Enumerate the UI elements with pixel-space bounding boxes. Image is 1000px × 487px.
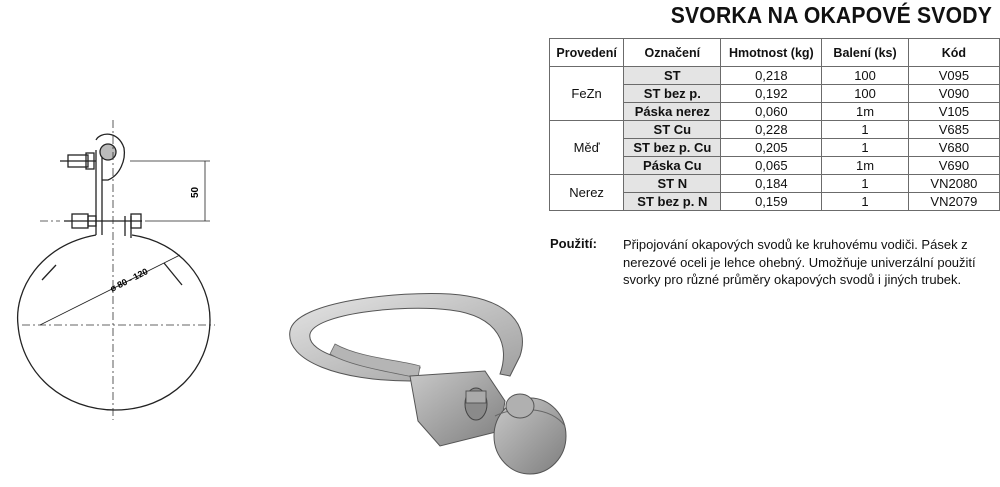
spec-table xyxy=(549,38,1000,211)
weight-cell: 0,159 xyxy=(721,193,822,211)
table-row xyxy=(550,175,1000,193)
code-cell: ST bez p. xyxy=(624,85,721,103)
kod-cell: VN2080 xyxy=(908,175,999,193)
code-cell: ST bez p. N xyxy=(624,193,721,211)
pack-cell: 1 xyxy=(822,139,909,157)
dim-diameter-label: ø 80 - 120 xyxy=(108,266,150,294)
code-cell: ST bez p. Cu xyxy=(624,139,721,157)
usage-label: Použití: xyxy=(550,236,597,251)
group-cell: FeZn xyxy=(550,67,624,121)
page-title: SVORKA NA OKAPOVÉ SVODY xyxy=(670,2,992,28)
dim-height-label: 50 xyxy=(190,186,201,198)
header-hmotnost: Hmotnost (kg) xyxy=(721,39,822,67)
header-baleni: Balení (ks) xyxy=(822,39,909,67)
table-row xyxy=(550,121,1000,139)
group-cell: Měď xyxy=(550,121,624,175)
weight-cell: 0,184 xyxy=(721,175,822,193)
kod-cell: VN2079 xyxy=(908,193,999,211)
pack-cell: 1 xyxy=(822,121,909,139)
table-header-row xyxy=(550,39,1000,67)
weight-cell: 0,228 xyxy=(721,121,822,139)
kod-cell: V685 xyxy=(908,121,999,139)
pack-cell: 1m xyxy=(822,157,909,175)
header-kod: Kód xyxy=(908,39,999,67)
pack-cell: 100 xyxy=(822,67,909,85)
ring-outline xyxy=(18,235,210,410)
kod-cell: V095 xyxy=(908,67,999,85)
group-cell: Nerez xyxy=(550,175,624,211)
clamp-bracket xyxy=(410,371,505,446)
table-row xyxy=(550,67,1000,85)
product-photo xyxy=(280,286,580,486)
code-cell: Páska nerez xyxy=(624,103,721,121)
kod-cell: V690 xyxy=(908,157,999,175)
code-cell: Páska Cu xyxy=(624,157,721,175)
weight-cell: 0,065 xyxy=(721,157,822,175)
code-cell: ST N xyxy=(624,175,721,193)
pack-cell: 100 xyxy=(822,85,909,103)
pack-cell: 1m xyxy=(822,103,909,121)
header-provedeni: Provedení xyxy=(550,39,624,67)
kod-cell: V680 xyxy=(908,139,999,157)
pack-cell: 1 xyxy=(822,175,909,193)
weight-cell: 0,205 xyxy=(721,139,822,157)
pack-cell: 1 xyxy=(822,193,909,211)
code-cell: ST Cu xyxy=(624,121,721,139)
header-oznaceni: Označení xyxy=(624,39,721,67)
code-cell: ST xyxy=(624,67,721,85)
technical-drawing xyxy=(0,120,260,420)
usage-text: Připojování okapových svodů ke kruhovému vodiči. Pásek z nerezové oceli je lehce ohebný. Umožňuje univerzální použití svorky pro různé průměry okapových svodů i jiných trubek. xyxy=(623,237,976,287)
weight-cell: 0,218 xyxy=(721,67,822,85)
kod-cell: V105 xyxy=(908,103,999,121)
weight-cell: 0,192 xyxy=(721,85,822,103)
weight-cell: 0,060 xyxy=(721,103,822,121)
kod-cell: V090 xyxy=(908,85,999,103)
